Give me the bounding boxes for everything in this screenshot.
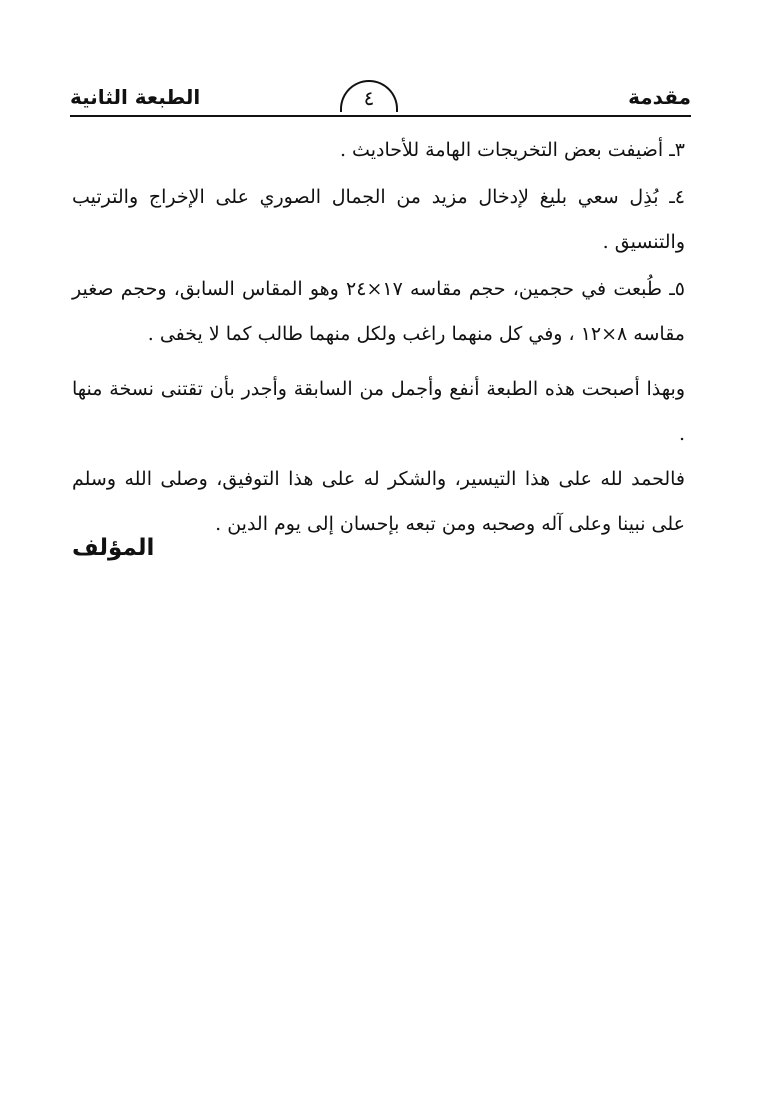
closing-paragraph: وبهذا أصبحت هذه الطبعة أنفع وأجمل من السابقة وأجدر بأن تقتنى نسخة منها . [72,378,685,445]
list-item: ٣ـ أضيفت بعض التخريجات الهامة للأحاديث . [339,139,685,161]
page-number: ٤ [340,80,398,112]
list-item: ٤ـ بُذِل سعي بليغ لإدخال مزيد من الجمال الصوري على الإخراج والترتيب والتنسيق . [72,186,685,253]
author-signature: المؤلف [72,535,155,561]
page-body [72,128,685,549]
list-item: ٥ـ طُبعت في حجمين، حجم مقاسه ١٧×٢٤ وهو المقاس السابق، وحجم صغير مقاسه ٨×١٢ ، وفي كل منهما راغب ولكل منهما طالب كما لا يخفى . [72,278,685,345]
page-header [70,84,691,114]
closing-paragraph: فالحمد لله على هذا التيسير، والشكر له على هذا التوفيق، وصلى الله وسلم على نبينا وعلى آله وصحبه ومن تبعه بإحسان إلى يوم الدين . [72,468,685,535]
header-rule [70,115,691,117]
edition-label: الطبعة الثانية [70,85,201,109]
section-title: مقدمة [628,85,691,109]
